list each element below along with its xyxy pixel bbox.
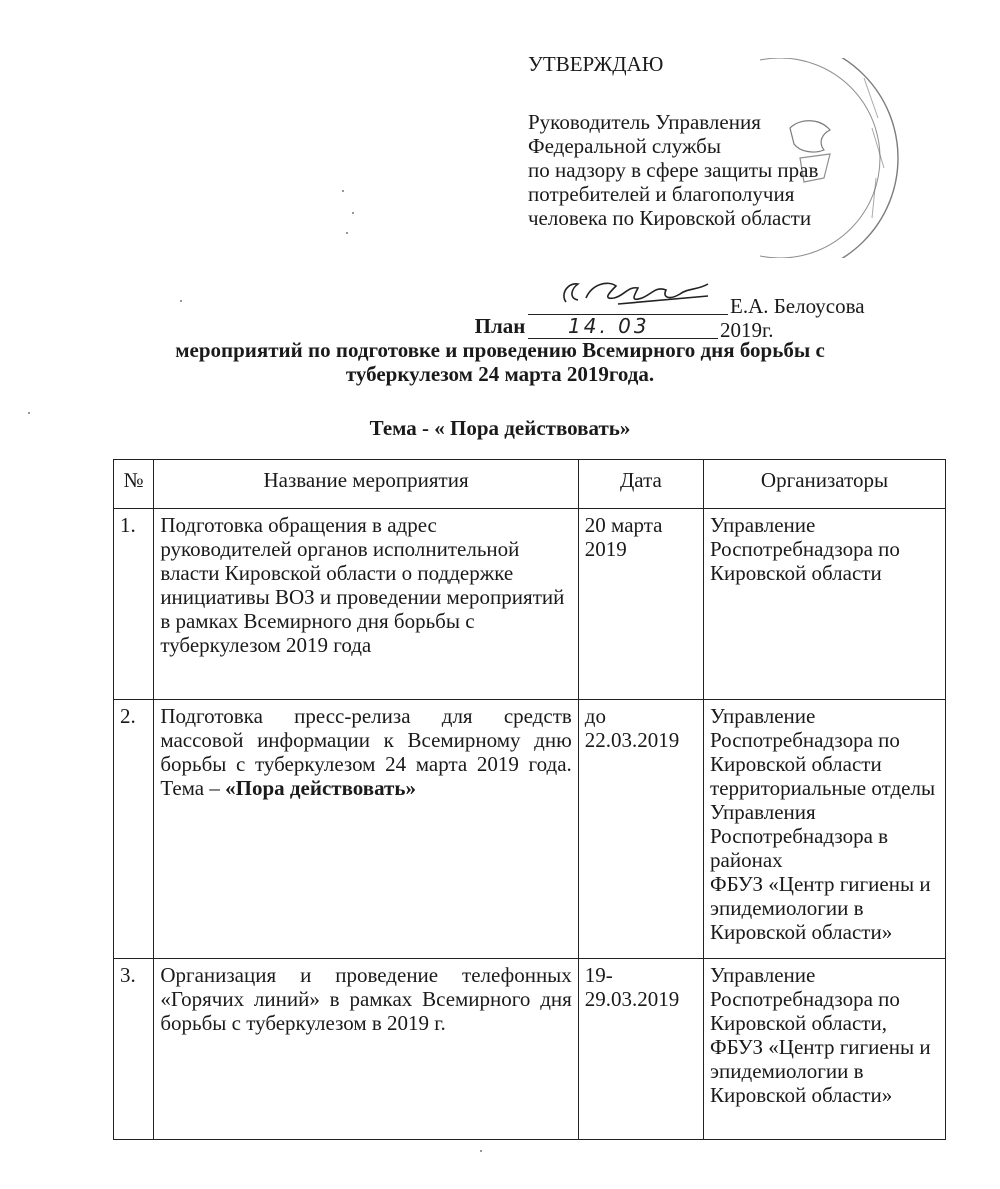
event-name-text: Подготовка обращения в адрес руководителей органов исполнительной власти Кировской области о поддержке инициативы ВОЗ и проведении мероприятий в рамках Всемирного дня борьбы с туберкулезом 2019 года	[160, 513, 565, 657]
handwritten-signature	[558, 274, 728, 314]
organizer-entry: ФБУЗ «Центр гигиены и эпидемиологии в Кировской области»	[710, 872, 931, 944]
organizer-entry: Управление Роспотребнадзора по Кировской области территориальные отделы Управления Роспотребнадзора в районах	[710, 704, 936, 872]
handwritten-date: 14. 03	[568, 314, 650, 338]
title-line: мероприятий по подготовке и проведению Всемирного дня борьбы с	[175, 338, 825, 362]
approval-heading: УТВЕРЖДАЮ	[528, 52, 664, 76]
position-line: по надзору в сфере защиты прав	[528, 158, 819, 182]
events-table	[113, 459, 946, 1140]
position-line: потребителей и благополучия	[528, 182, 795, 206]
header-organizers: Организаторы	[704, 460, 946, 509]
event-name-text: Организация и проведение телефонных «Горячих линий» в рамках Всемирного дня борьбы с туберкулезом в 2019 г.	[160, 963, 572, 1035]
event-name	[154, 700, 578, 959]
event-date: 20 марта 2019	[578, 509, 703, 700]
event-date: до 22.03.2019	[578, 700, 703, 959]
official-seal	[760, 58, 910, 258]
organizer-entry: Управление Роспотребнадзора по Кировской области,	[710, 963, 900, 1035]
event-organizers	[704, 509, 946, 700]
row-number: 2.	[114, 700, 154, 959]
signer-name: Е.А. Белоусова	[730, 294, 865, 318]
row-number: 3.	[114, 959, 154, 1140]
title-line: План	[474, 314, 526, 338]
event-organizers	[704, 700, 946, 959]
event-organizers	[704, 959, 946, 1140]
event-date: 19-29.03.2019	[578, 959, 703, 1140]
event-name	[154, 959, 578, 1140]
title-line: туберкулезом 24 марта 2019года.	[345, 362, 655, 386]
document-title	[0, 314, 1000, 386]
header-number: №	[114, 460, 154, 509]
table-header-row	[114, 460, 946, 509]
table-row	[114, 509, 946, 700]
header-event-name: Название мероприятия	[154, 460, 578, 509]
position-line: человека по Кировской области	[528, 206, 812, 230]
event-name-text: Подготовка пресс-релиза для средств массовой информации к Всемирному дню борьбы с туберкулезом 24 марта 2019 года. Тема –	[160, 704, 572, 800]
position-line: Руководитель Управления	[528, 110, 761, 134]
organizer-entry: Управление Роспотребнадзора по Кировской области	[710, 513, 900, 585]
event-theme-bold: «Пора действовать»	[225, 776, 416, 800]
table-row	[114, 700, 946, 959]
row-number: 1.	[114, 509, 154, 700]
header-date: Дата	[578, 460, 703, 509]
organizer-entry: ФБУЗ «Центр гигиены и эпидемиологии в Кировской области»	[710, 1035, 931, 1107]
position-line: Федеральной службы	[528, 134, 721, 158]
event-name	[154, 509, 578, 700]
document-theme: Тема - « Пора действовать»	[369, 416, 631, 440]
table-row	[114, 959, 946, 1140]
approval-year: 2019г.	[720, 318, 774, 342]
